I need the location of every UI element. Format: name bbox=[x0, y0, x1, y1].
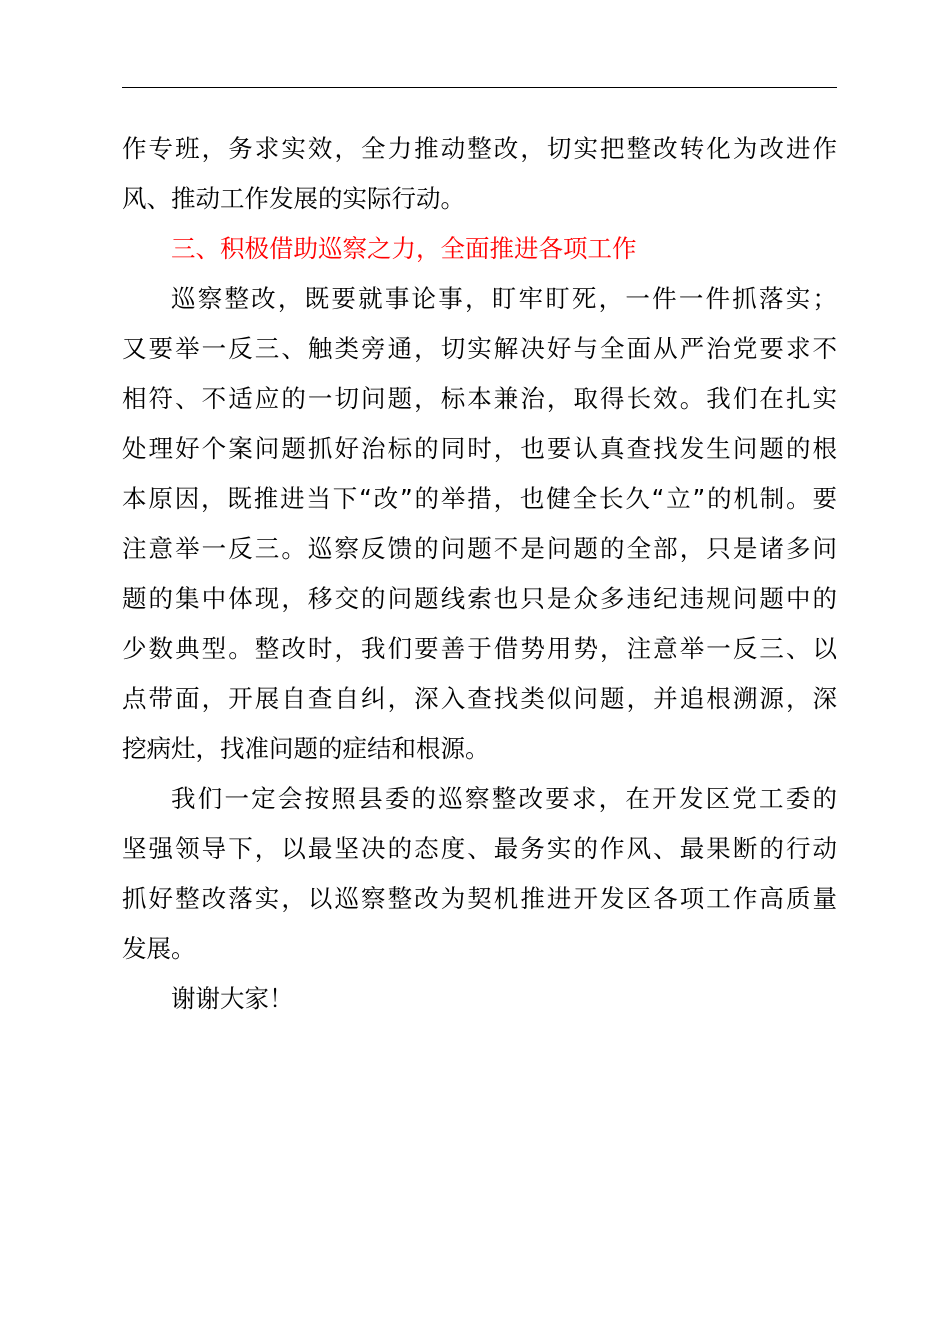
body-text-line: 处理好个案问题抓好治标的同时，也要认真查找发生问题的根 bbox=[122, 434, 837, 463]
body-text-line: 抓好整改落实，以巡察整改为契机推进开发区各项工作高质量 bbox=[122, 884, 837, 913]
header-rule bbox=[122, 87, 837, 88]
body-text-line: 坚强领导下，以最坚决的态度、最务实的作风、最果断的行动 bbox=[122, 834, 837, 863]
body-text-line: 少数典型。整改时，我们要善于借势用势，注意举一反三、以 bbox=[122, 634, 837, 663]
body-text-line: 注意举一反三。巡察反馈的问题不是问题的全部，只是诸多问 bbox=[122, 534, 837, 563]
closing-remark: 谢谢大家！ bbox=[171, 984, 294, 1013]
paragraph-first-line: 我们一定会按照县委的巡察整改要求，在开发区党工委的 bbox=[171, 784, 837, 813]
document-body bbox=[122, 124, 837, 1024]
body-text-line: 作专班，务求实效，全力推动整改，切实把整改转化为改进作 bbox=[122, 134, 837, 163]
body-text-line: 点带面，开展自查自纠，深入查找类似问题，并追根溯源，深 bbox=[122, 684, 837, 713]
section-heading: 三、积极借助巡察之力，全面推进各项工作 bbox=[171, 234, 637, 263]
body-text-line: 又要举一反三、触类旁通，切实解决好与全面从严治党要求不 bbox=[122, 334, 837, 363]
body-text-line: 挖病灶，找准问题的症结和根源。 bbox=[122, 734, 490, 763]
body-text-line: 相符、不适应的一切问题，标本兼治，取得长效。我们在扎实 bbox=[122, 384, 837, 413]
body-text-line: 本原因，既推进当下“改”的举措，也健全长久“立”的机制。要 bbox=[122, 484, 837, 513]
body-text-line: 发展。 bbox=[122, 934, 196, 963]
body-text-line: 风、推动工作发展的实际行动。 bbox=[122, 184, 465, 213]
body-text-line: 题的集中体现，移交的问题线索也只是众多违纪违规问题中的 bbox=[122, 584, 837, 613]
paragraph-first-line: 巡察整改，既要就事论事，盯牢盯死，一件一件抓落实； bbox=[171, 284, 837, 313]
